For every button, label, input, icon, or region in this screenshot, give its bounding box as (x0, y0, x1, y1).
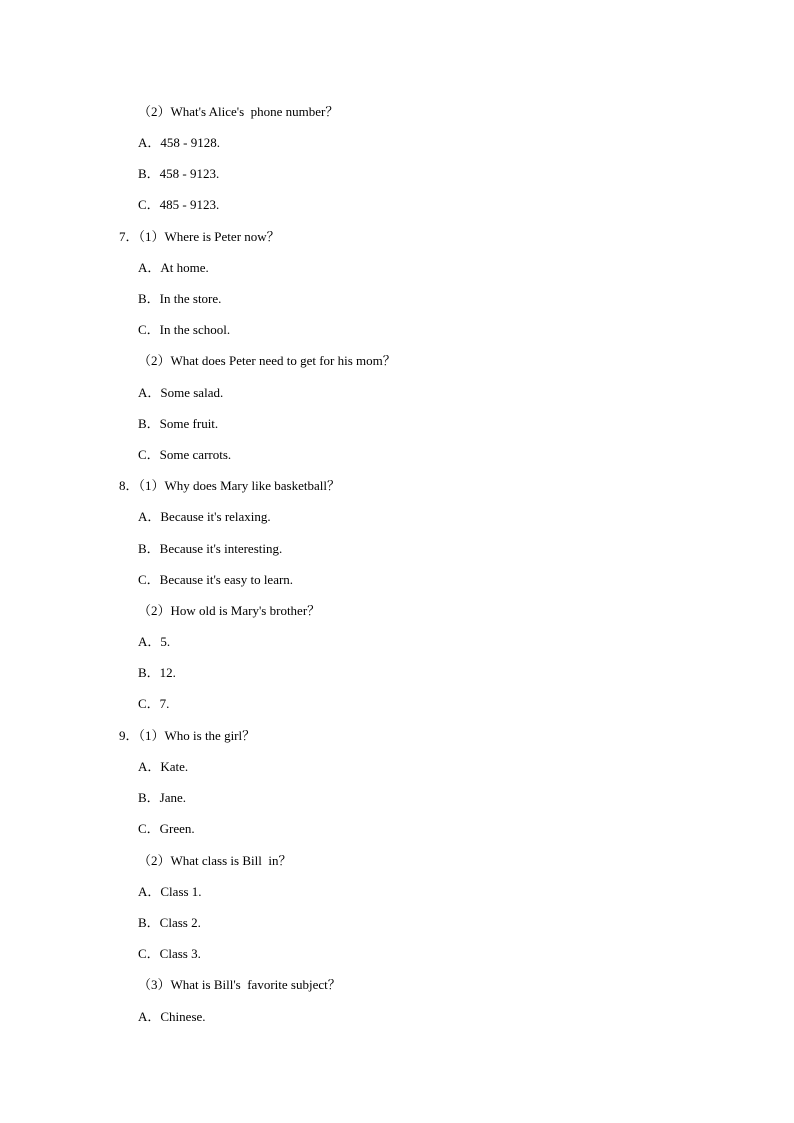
q9-part1-option-c: C．Green. (138, 821, 195, 836)
q8-part2-option-a: A．5. (138, 634, 171, 649)
q9-part2-option-b: B．Class 2. (138, 915, 201, 930)
q8-part1-option-c: C．Because it's easy to learn. (138, 572, 294, 587)
q7-part1-option-b: B．In the store. (138, 291, 222, 306)
q6-part2-option-c: C．485 - 9123. (138, 197, 220, 212)
q9-part1-option-b: B．Jane. (138, 790, 187, 805)
q9-part3-option-a: A．Chinese. (138, 1009, 206, 1024)
q8-part1-option-b: B．Because it's interesting. (138, 541, 283, 556)
q8-part2-question: （2）How old is Mary's brother？ (138, 603, 321, 618)
q6-part2-question: （2）What's Alice's phone number？ (138, 104, 339, 119)
q7-part2-option-b: B．Some fruit. (138, 416, 219, 431)
q8-part2-option-b: B．12. (138, 665, 176, 680)
q7-part1-option-c: C．In the school. (138, 322, 231, 337)
q6-part2-option-a: A．458 - 9128. (138, 135, 220, 150)
q8-part1-option-a: A．Because it's relaxing. (138, 509, 271, 524)
q8-part2-option-c: C．7. (138, 696, 170, 711)
q9-part2-question: （2）What class is Bill in？ (138, 853, 292, 868)
q7-part2-question: （2）What does Peter need to get for his mom？ (138, 353, 396, 368)
q6-part2-option-b: B．458 - 9123. (138, 166, 220, 181)
q7-part1-option-a: A．At home. (138, 260, 209, 275)
q9-part2-option-c: C．Class 3. (138, 946, 201, 961)
q9-part3-question: （3）What is Bill's favorite subject？ (138, 977, 341, 992)
q9-part2-option-a: A．Class 1. (138, 884, 202, 899)
q7-part2-option-a: A．Some salad. (138, 385, 224, 400)
q9-part1-option-a: A．Kate. (138, 759, 189, 774)
q7-part1-question: 7．（1）Where is Peter now？ (119, 229, 280, 244)
q9-part1-question: 9．（1）Who is the girl？ (119, 728, 256, 743)
q7-part2-option-c: C．Some carrots. (138, 447, 232, 462)
q8-part1-question: 8．（1）Why does Mary like basketball？ (119, 478, 340, 493)
